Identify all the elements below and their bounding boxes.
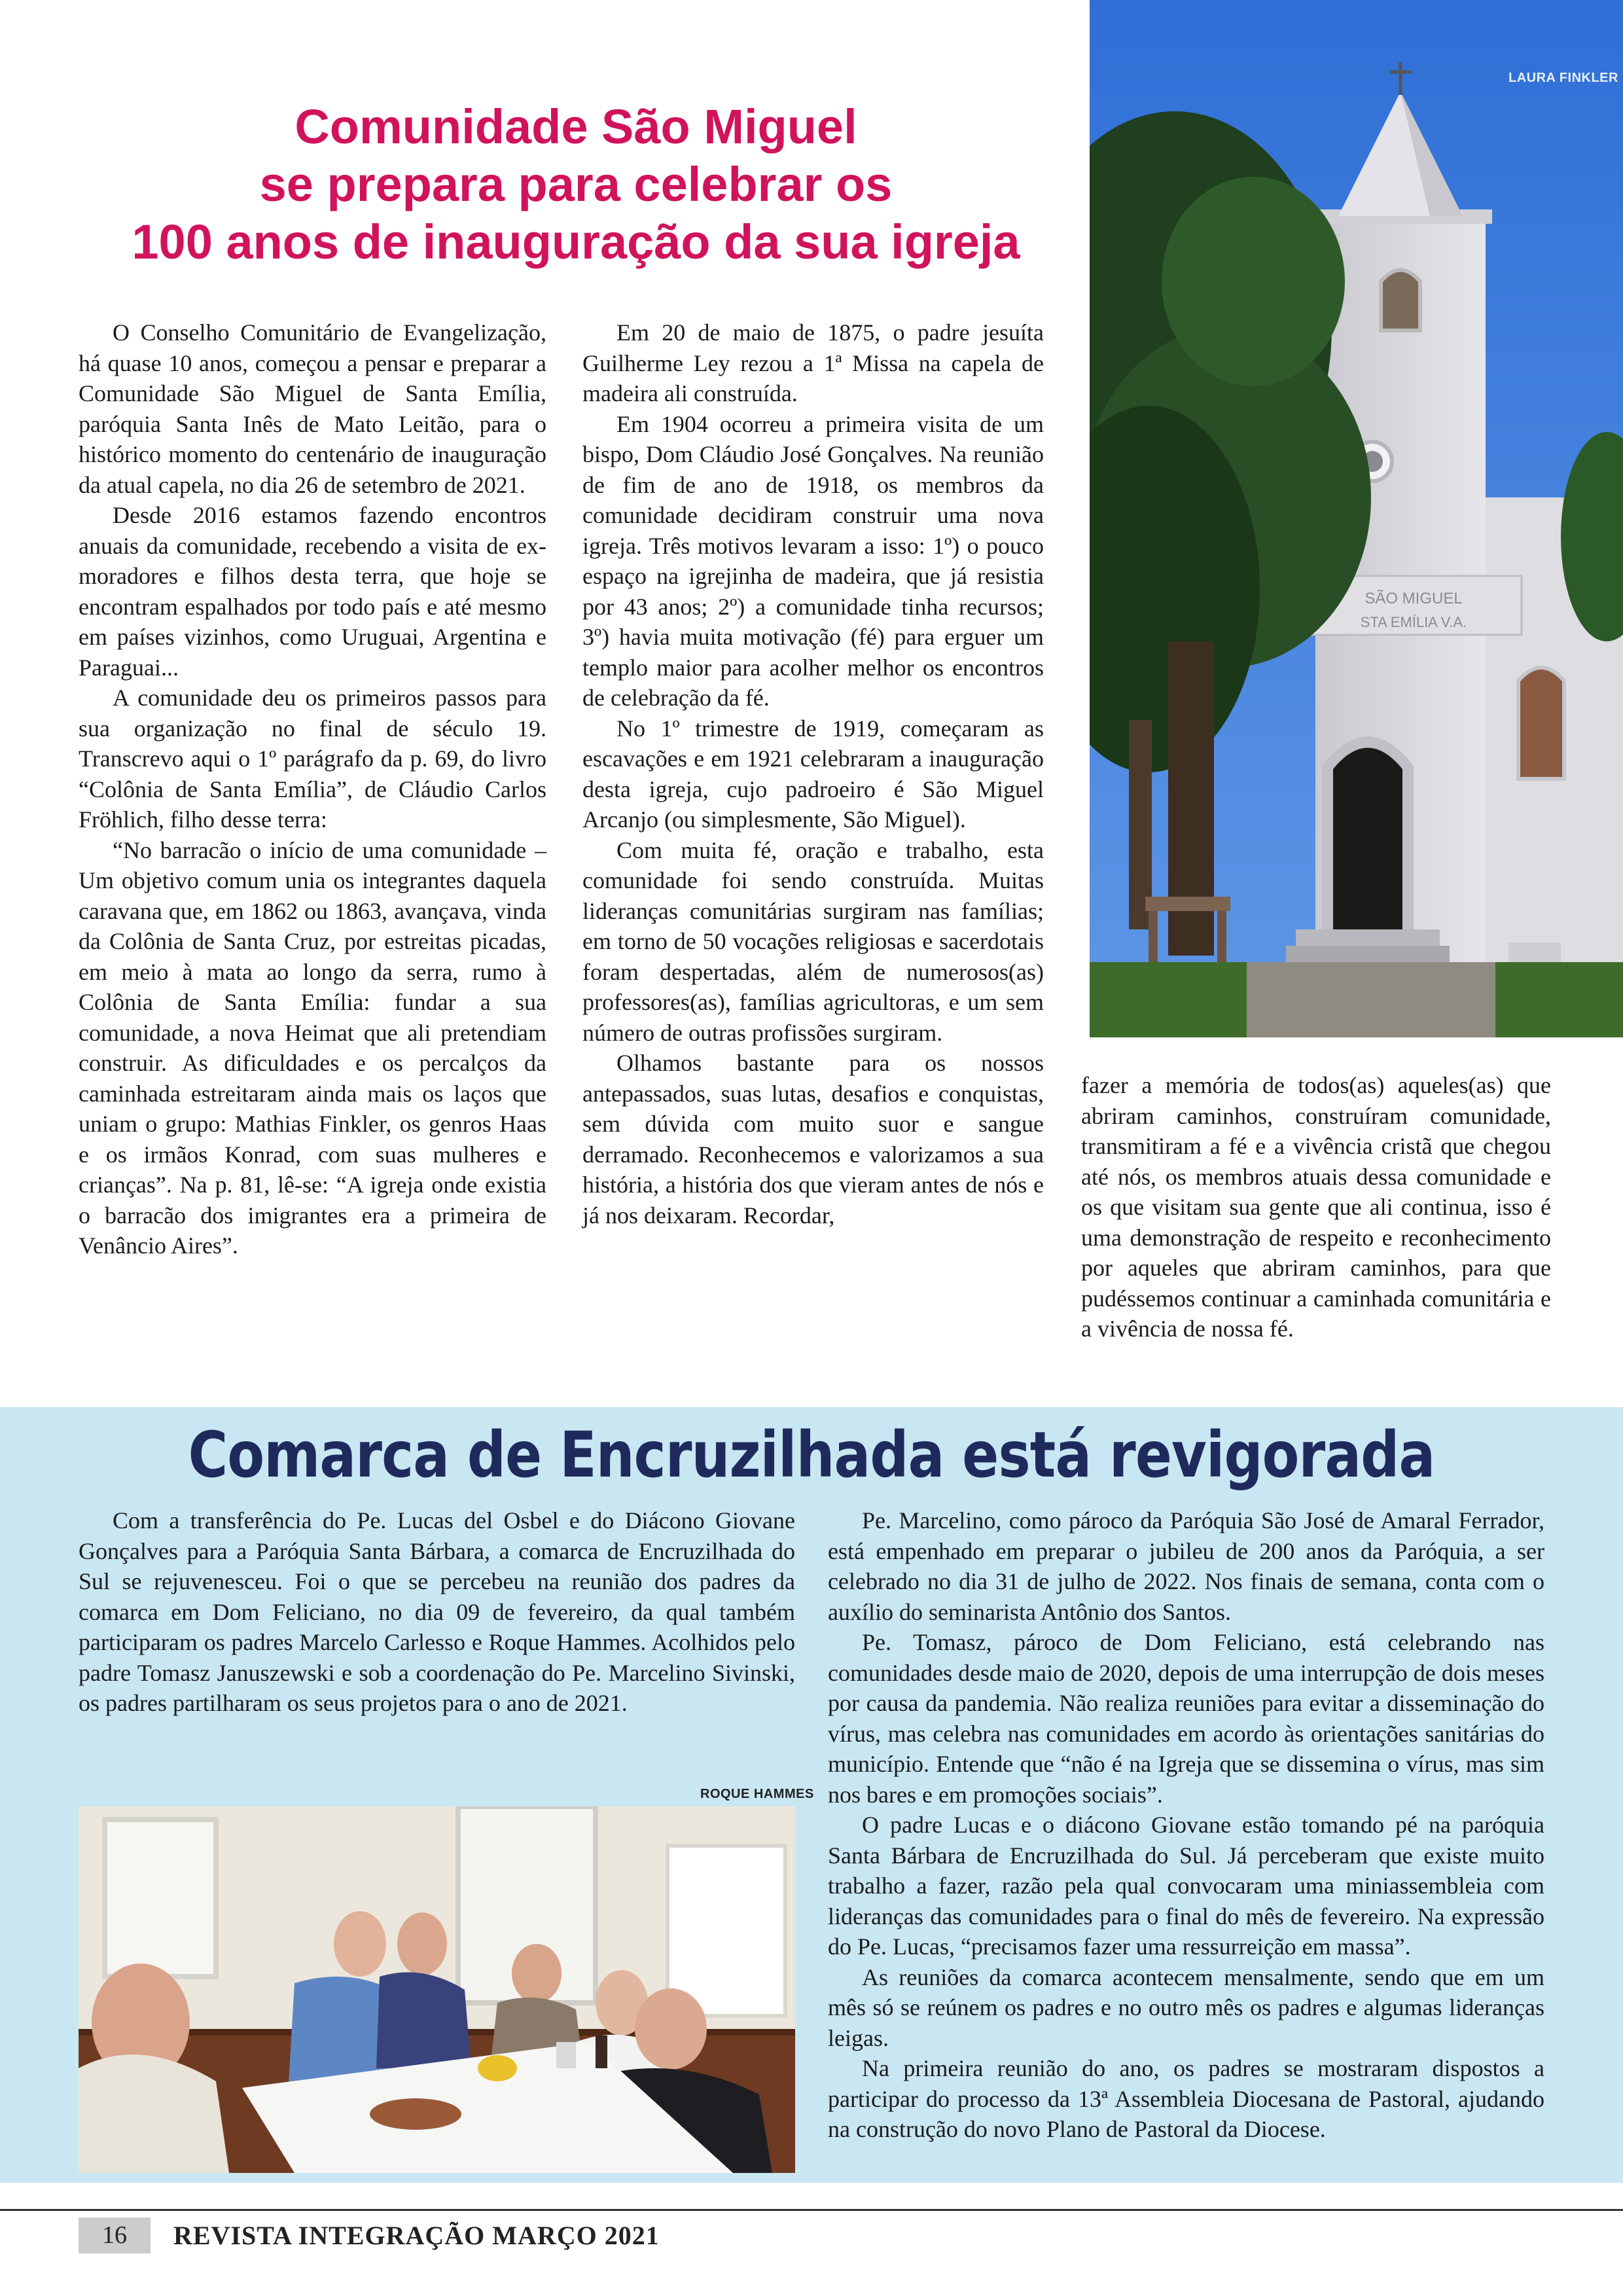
paragraph: Em 1904 ocorreu a primeira visita de um bispo, Dom Cláudio José Gonçalves. Na reunião de fim de ano de 1918, os membros da comunidade decidiram construir uma nova igreja. Três motivos levaram a isso: 1º) o pouco espaço na igrejinha de madeira, que já resistia por 43 anos; 2º) a comunidade tinha recursos; 3º) havia muita motivação (fé) para erguer um templo maior para acolher melhor os encontros de celebração da fé. <box>582 410 1044 711</box>
paragraph: O Conselho Comunitário de Evangelização, há quase 10 anos, começou a pensar e preparar a Comunidade São Miguel de Santa Emília, paróquia Santa Inês de Mato Leitão, para o histórico momento do centenário de inauguração da atual capela, no dia 26 de setembro de 2021. <box>79 319 546 498</box>
article2-column-2 <box>828 1505 1544 2145</box>
paragraph: Pe. Tomasz, pároco de Dom Feliciano, está celebrando nas comunidades desde maio de 2020, depois de uma interrupção de dois meses por causa da pandemia. Não realiza reuniões para evitar a disseminação do vírus, mas celebra nas comunidades em acordo às orientações sanitárias do município. Entende que “não é na Igreja que se dissemina o vírus, mas sim nos bares e em promoções sociais”. <box>828 1629 1544 1808</box>
church-sign-line-1: SÃO MIGUEL <box>1364 590 1463 607</box>
paragraph: Pe. Marcelino, como pároco da Paróquia São José de Amaral Ferrador, está empenhado em preparar o jubileu de 200 anos da Paróquia, a ser celebrado no dia 31 de julho de 2022. Nos finais de semana, conta com o auxílio do seminarista Antônio dos Santos. <box>828 1507 1544 1625</box>
meeting-photo <box>79 1806 795 2173</box>
article-title <box>59 98 1093 271</box>
paragraph: Na primeira reunião do ano, os padres se mostraram dispostos a participar do processo da 13ª Assembleia Diocesana de Pastoral, ajudando na construção do novo Plano de Pastoral da Diocese. <box>828 2055 1544 2142</box>
footer-rule <box>0 2209 1623 2211</box>
article1-column-1 <box>79 317 546 1261</box>
title-line-2: se prepara para celebrar os <box>259 157 893 211</box>
paragraph: O padre Lucas e o diácono Giovane estão tomando pé na paróquia Santa Bárbara de Encruzilhada do Sul. Já perceberam que existe muito trabalho a fazer, razão pela qual convocaram uma miniassembleia com lideranças das comunidades para o final do mês de fevereiro. Na expressão do Pe. Lucas, “precisamos fazer uma ressurreição em massa”. <box>828 1812 1544 1960</box>
paragraph: “No barracão o início de uma comunidade – Um objetivo comum unia os integrantes daquela caravana que, em 1862 ou 1863, avançava, vinda da Colônia de Santa Cruz, por estreitas picadas, em meio à mata ao longo da serra, rumo à Colônia de Santa Emília: fundar a sua comunidade, a nova Heimat que ali pretendiam construir. As dificuldades e os percalços da caminhada estreitaram ainda mais os laços que uniam o grupo: Mathias Finkler, os genros Haas e os irmãos Konrad, com suas mulheres e crianças”. Na p. 81, lê-se: “A igreja onde existia o barracão dos imigrantes era a primeira de Venâncio Aires”. <box>79 836 546 1259</box>
page-number: 16 <box>79 2217 151 2253</box>
title-line-1: Comunidade São Miguel <box>294 99 857 154</box>
paragraph: fazer a memória de todos(as) aqueles(as) que abriram caminhos, construíram comunidade, transmitiram a fé e a vivência cristã que chegou até nós, os membros atuais dessa comunidade e os que visitam sua gente que ali continua, isso é uma demonstração de respeito e reconhecimento por aqueles que abriram caminhos, para que pudéssemos continuar a caminhada comunitária e a vivência de nossa fé. <box>1081 1072 1551 1342</box>
paragraph: Olhamos bastante para os nossos antepassados, suas lutas, desafios e conquistas, sem dúvida com muito suor e sangue derramado. Reconhecemos e valorizamos a sua história, a história dos que vieram antes de nós e já nos deixaram. Recordar, <box>582 1050 1044 1229</box>
publication-name: REVISTA INTEGRAÇÃO MARÇO 2021 <box>173 2221 660 2250</box>
church-sign-line-2: STA EMÍLIA V.A. <box>1360 614 1467 630</box>
title-line-3: 100 anos de inauguração da sua igreja <box>132 215 1020 269</box>
paragraph: Desde 2016 estamos fazendo encontros anuais da comunidade, recebendo a visita de ex-moradores e filhos desta terra, que hoje se encontram espalhados por todo país e até mesmo em países vizinhos, como Uruguai, Argentina e Paraguai... <box>79 502 546 681</box>
paragraph: Em 20 de maio de 1875, o padre jesuíta Guilherme Ley rezou a 1ª Missa na capela de madeira ali construída. <box>582 319 1044 406</box>
photo-credit: LAURA FINKLER <box>1508 71 1618 85</box>
paragraph: Com muita fé, oração e trabalho, esta comunidade foi sendo construída. Muitas lideranças comunitárias surgiram nas famílias; em torno de 50 vocações religiosas e sacerdotais foram despertadas, além de numerosos(as) professores(as), famílias agricultoras, e um sem número de outras profissões surgiram. <box>582 836 1044 1046</box>
paragraph: As reuniões da comarca acontecem mensalmente, sendo que em um mês só se reúnem os padres e no outro mês os padres e algumas lideranças leigas. <box>828 1964 1544 2051</box>
article2-title: Comarca de Encruzilhada está revigorada <box>188 1418 1435 1492</box>
paragraph: No 1º trimestre de 1919, começaram as escavações e em 1921 celebraram a inauguração desta igreja, cujo padroeiro é São Miguel Arcanjo (ou simplesmente, São Miguel). <box>582 715 1044 833</box>
article2-column-1 <box>79 1505 795 1719</box>
article1-column-2 <box>582 317 1044 1230</box>
church-photo <box>1090 0 1623 1037</box>
paragraph: A comunidade deu os primeiros passos para sua organização no final de século 19. Transcrevo aqui o 1º parágrafo da p. 69, do livro “Colônia de Santa Emília”, de Cláudio Carlos Fröhlich, filho desse terra: <box>79 685 546 833</box>
paragraph: Com a transferência do Pe. Lucas del Osbel e do Diácono Giovane Gonçalves para a Paróquia Santa Bárbara, a comarca de Encruzilhada do Sul se rejuvenesceu. Foi o que se percebeu na reunião dos padres da comarca em Dom Feliciano, no dia 09 de fevereiro, da qual também participaram os padres Marcelo Carlesso e Roque Hammes. Acolhidos pelo padre Tomasz Januszewski e sob a coordenação do Pe. Marcelino Sivinski, os padres partilharam os seus projetos para o ano de 2021. <box>79 1507 795 1716</box>
photo-credit-2: ROQUE HAMMES <box>700 1787 814 1801</box>
article1-column-3 <box>1081 1070 1551 1344</box>
